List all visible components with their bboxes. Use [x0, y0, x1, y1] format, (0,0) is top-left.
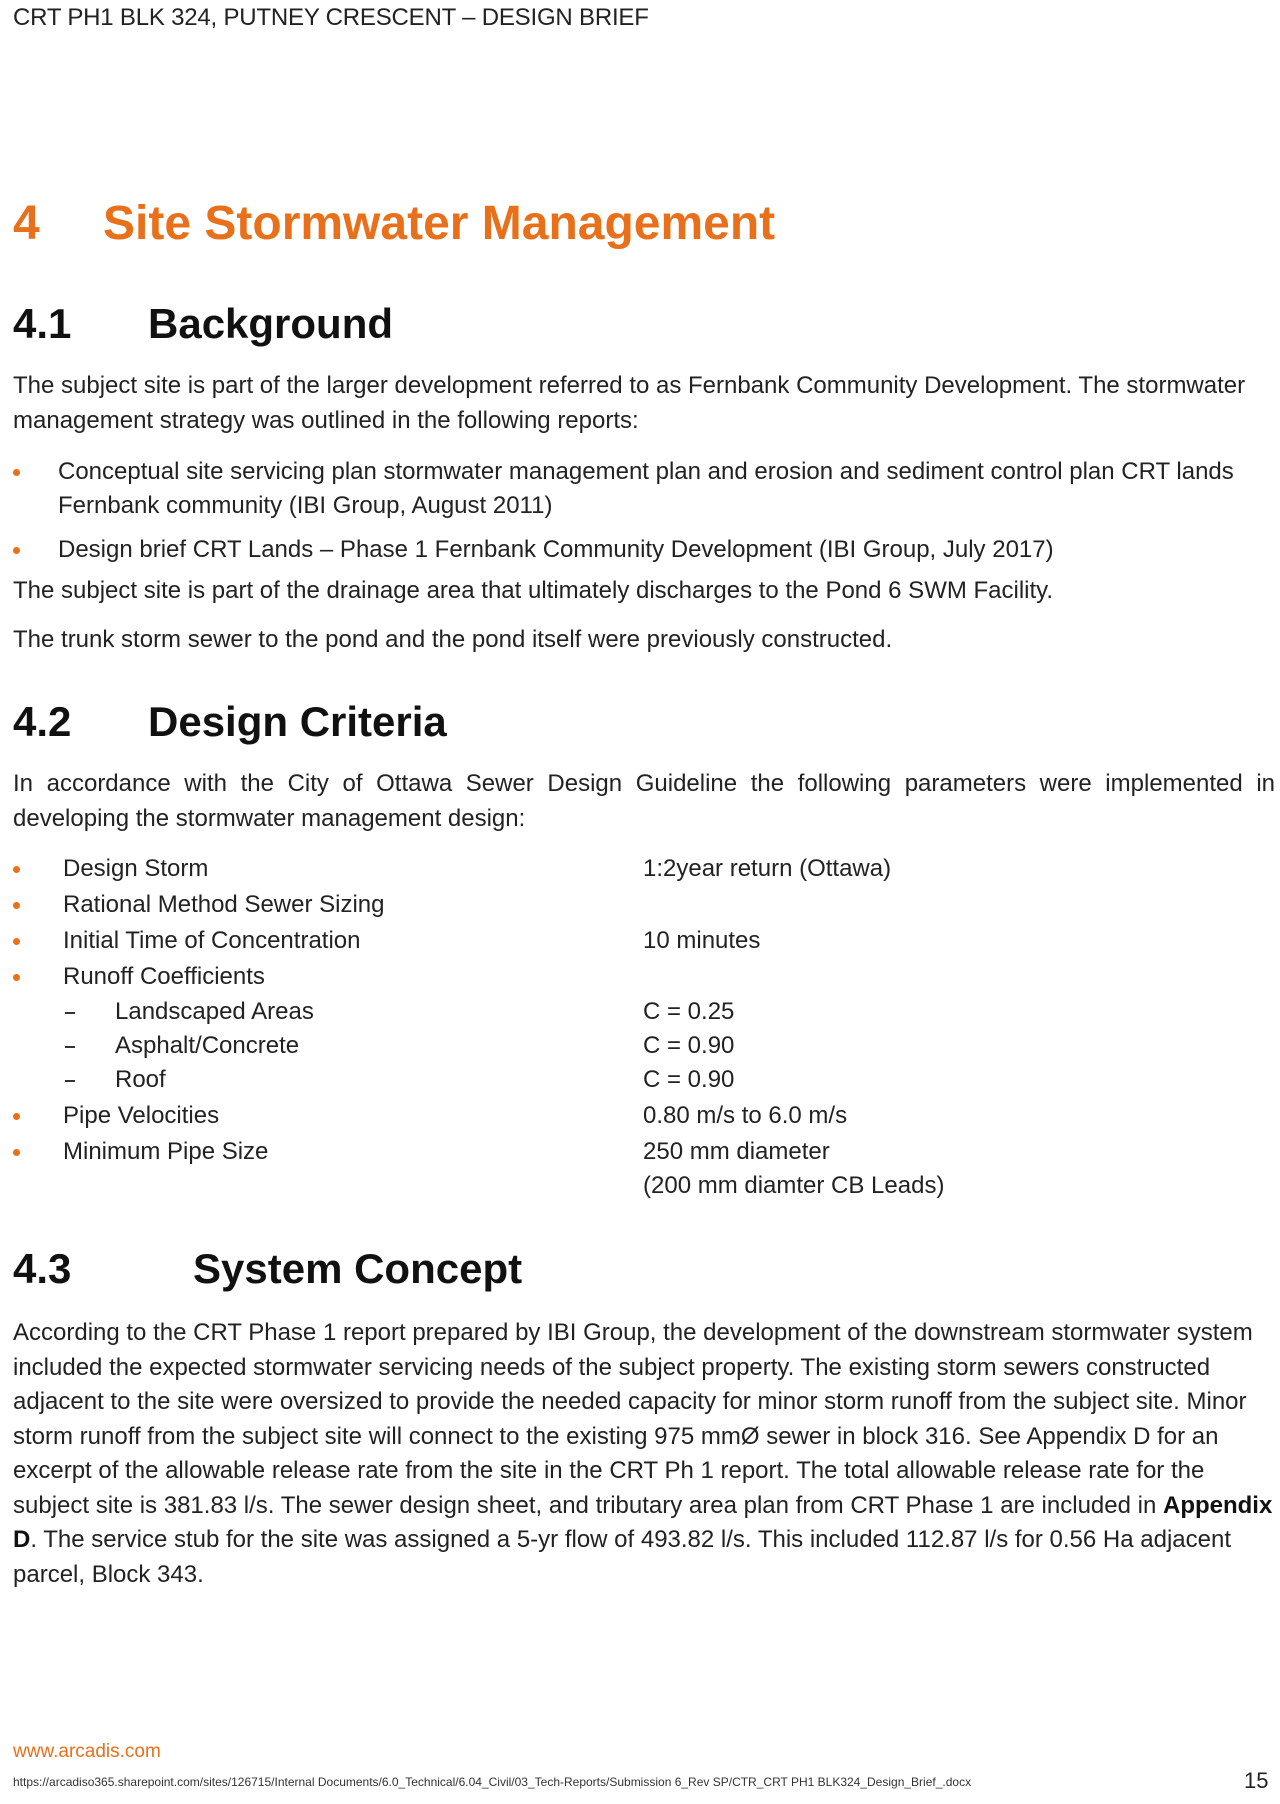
criteria-label: Initial Time of Concentration: [63, 927, 361, 954]
bullet-icon: [13, 902, 20, 909]
concept-paragraph: [13, 1316, 1275, 1592]
background-number: 4.1: [13, 300, 72, 347]
criteria-value-note: (200 mm diamter CB Leads): [643, 1172, 945, 1199]
criteria-value: C = 0.90: [643, 1066, 735, 1093]
bullet-icon: [13, 547, 20, 554]
criteria-row: [13, 960, 1275, 994]
concept-text: According to the CRT Phase 1 report prepared by IBI Group, the development of the downstream stormwater system included the expected stormwater servicing needs of the subject property. The existing storm sewers constructed adjacent to the site were oversized to provide the needed capacity for minor storm runoff from the subject site. Minor storm runoff from the subject site will connect to the existing 975 mmØ sewer in block 316. See Appendix D for an excerpt of the allowable release rate from the site in the CRT Ph 1 report. The total allowable release rate for the subject site is 381.83 l/s. The sewer design sheet, and tributary area plan from CRT Phase 1 are included in: [13, 1319, 1253, 1519]
criteria-title: Design Criteria: [148, 698, 447, 745]
criteria-row: [13, 1135, 1275, 1205]
background-para-2: The subject site is part of the drainage area that ultimately discharges to the Pond 6 SWM Facility.: [13, 577, 1054, 604]
bullet-icon: [13, 938, 20, 945]
report-item: Design brief CRT Lands – Phase 1 Fernbank Community Development (IBI Group, July 2017): [58, 536, 1054, 563]
criteria-intro: In accordance with the City of Ottawa Sewer Design Guideline the following parameters were implemented in developing the stormwater management design:: [13, 770, 1275, 832]
page-number: 15: [1244, 1768, 1269, 1793]
document-path: https://arcadiso365.sharepoint.com/sites/126715/Internal Documents/6.0_Technical/6.04_Civil/03_Tech-Reports/Submission 6_Rev SP/CTR_CRT PH1 BLK324_Design_Brief_.docx: [13, 1775, 972, 1789]
report-item: Conceptual site servicing plan stormwater management plan and erosion and sediment control plan CRT lands Fernbank community (IBI Group, August 2011): [58, 458, 1234, 519]
criteria-label: Design Storm: [63, 855, 209, 882]
criteria-subrow: [13, 1029, 1275, 1063]
criteria-label: Pipe Velocities: [63, 1102, 220, 1129]
background-para-3: The trunk storm sewer to the pond and the pond itself were previously constructed.: [13, 626, 893, 653]
dash-icon: [65, 1080, 75, 1082]
report-bullet: [13, 533, 1275, 569]
background-title: Background: [148, 300, 394, 347]
criteria-subrow: [13, 995, 1275, 1029]
document-header: CRT PH1 BLK 324, PUTNEY CRESCENT – DESIGN BRIEF: [13, 4, 649, 31]
appendix-reference: Appendix D: [13, 1491, 1273, 1553]
concept-text-end: . The service stub for the site was assigned a 5-yr flow of 493.82 l/s. This included 112.87 l/s for 0.56 Ha adjacent parcel, Block 343.: [13, 1526, 1231, 1588]
criteria-heading: [13, 698, 447, 746]
criteria-value: 0.80 m/s to 6.0 m/s: [643, 1102, 848, 1129]
criteria-row: [13, 924, 1275, 958]
criteria-row: [13, 888, 1275, 922]
criteria-number: 4.2: [13, 698, 72, 745]
concept-heading: [13, 1245, 522, 1293]
background-intro: The subject site is part of the larger development referred to as Fernbank Community Development. The stormwater management strategy was outlined in the following reports:: [13, 372, 1246, 434]
criteria-value: 10 minutes: [643, 927, 761, 954]
concept-title: System Concept: [193, 1245, 523, 1292]
bullet-icon: [13, 1113, 20, 1120]
criteria-row: [13, 1099, 1275, 1133]
dash-icon: [65, 1012, 75, 1014]
criteria-label: Runoff Coefficients: [63, 963, 265, 990]
section-heading: [13, 196, 775, 251]
concept-number: 4.3: [13, 1245, 72, 1292]
website-link[interactable]: www.arcadis.com: [13, 1741, 161, 1762]
background-heading: [13, 300, 393, 348]
bullet-icon: [13, 974, 20, 981]
criteria-value: C = 0.90: [643, 1032, 735, 1059]
dash-icon: [65, 1046, 75, 1048]
criteria-label: Asphalt/Concrete: [115, 1032, 300, 1059]
report-bullet: [13, 455, 1275, 525]
criteria-subrow: [13, 1063, 1275, 1097]
criteria-row: [13, 852, 1275, 886]
criteria-label: Roof: [115, 1066, 166, 1093]
bullet-icon: [13, 866, 20, 873]
criteria-value: 1:2year return (Ottawa): [643, 855, 892, 882]
bullet-icon: [13, 469, 20, 476]
criteria-label: Landscaped Areas: [115, 998, 314, 1025]
section-number: 4: [13, 197, 40, 250]
criteria-label: Rational Method Sewer Sizing: [63, 891, 385, 918]
criteria-value: C = 0.25: [643, 998, 735, 1025]
bullet-icon: [13, 1149, 20, 1156]
criteria-label: Minimum Pipe Size: [63, 1138, 269, 1165]
criteria-value: 250 mm diameter: [643, 1138, 830, 1165]
section-title: Site Stormwater Management: [103, 197, 776, 250]
